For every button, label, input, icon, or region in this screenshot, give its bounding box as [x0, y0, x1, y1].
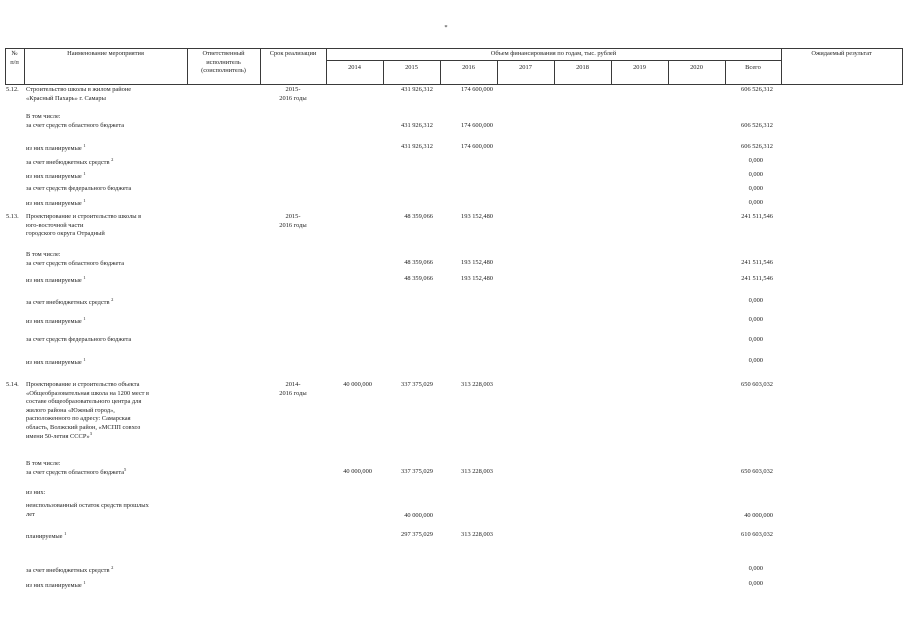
cell-total: 610 603,032	[741, 531, 773, 538]
cell-total: 650 603,032	[741, 468, 773, 475]
row-number: 5.14.	[6, 381, 19, 388]
cell-total: 0,000	[748, 157, 763, 164]
cell-2016: 174 600,000	[461, 86, 493, 93]
header-year-2018: 2018	[576, 64, 589, 71]
row-name: Строительство школы в жилом районе «Красный Пахарь» г. Самары	[26, 86, 132, 102]
cell-2015: 431 926,312	[401, 122, 433, 129]
row-name: Проектирование и строительство школы в юго-восточной части городского округа Отрадный	[26, 213, 142, 238]
cell-total: 606 526,312	[741, 143, 773, 150]
row-name: планируемые $^1$	[26, 531, 67, 540]
cell-2015: 40 000,000	[404, 512, 433, 519]
row-name: из них планируемые $^1$	[26, 198, 86, 207]
row-term: 2014- 2016 годы	[279, 381, 307, 397]
cell-2016: 313 228,003	[461, 531, 493, 538]
cell-total: 0,000	[748, 171, 763, 178]
cell-total: 0,000	[748, 185, 763, 192]
cell-total: 606 526,312	[741, 86, 773, 93]
row-name: из них планируемые $^1$	[26, 275, 86, 284]
header-responsible: Ответственный исполнитель (соисполнитель)	[201, 50, 246, 75]
row-name: неиспользованный остаток средств прошлых лет	[26, 502, 149, 518]
cell-2015: 337 375,029	[401, 381, 433, 388]
cell-2016: 193 152,480	[461, 259, 493, 266]
header-year-2020: 2020	[690, 64, 703, 71]
row-name: из них планируемые $^1$	[26, 143, 86, 152]
header-year-2017: 2017	[519, 64, 532, 71]
header-year-2019: 2019	[633, 64, 646, 71]
cell-2016: 193 152,480	[461, 213, 493, 220]
cell-2015: 297 375,029	[401, 531, 433, 538]
cell-2014: 40 000,000	[343, 468, 372, 475]
header-term: Срок реализации	[269, 50, 317, 57]
row-number: 5.12.	[6, 86, 19, 93]
row-name: за счет средств федерального бюджета	[26, 185, 132, 192]
cell-2015: 48 359,066	[404, 213, 433, 220]
cell-total: 0,000	[748, 316, 763, 323]
header-result: Ожидаемый результат	[811, 50, 872, 57]
row-name: из них планируемые $^1$	[26, 171, 86, 180]
cell-2016: 313 228,003	[461, 468, 493, 475]
header-total: Всего	[745, 64, 761, 71]
row-name: за счет внебюджетных средств $^2$	[26, 157, 114, 166]
page-marker: *	[444, 24, 448, 31]
cell-total: 606 526,312	[741, 122, 773, 129]
cell-total: 241 511,546	[741, 275, 773, 282]
cell-2015: 431 926,312	[401, 86, 433, 93]
cell-total: 241 511,546	[741, 259, 773, 266]
header-year-2015: 2015	[405, 64, 418, 71]
row-name: за счет внебюджетных средств $^2$	[26, 565, 114, 574]
row-number: 5.13.	[6, 213, 19, 220]
cell-total: 0,000	[748, 565, 763, 572]
cell-2016: 313 228,003	[461, 381, 493, 388]
row-name: В том числе: за счет средств областного бюджета$^5$	[26, 460, 127, 476]
row-term: 2015- 2016 годы	[279, 213, 307, 229]
header-name: Наименование мероприятия	[67, 50, 144, 57]
row-name: В том числе: за счет средств областного бюджета	[26, 251, 125, 267]
cell-total: 0,000	[748, 357, 763, 364]
cell-2016: 174 600,000	[461, 122, 493, 129]
header-num: № п/п	[10, 50, 19, 66]
row-name: из них планируемые $^1$	[26, 357, 86, 366]
cell-total: 40 000,000	[744, 512, 773, 519]
row-name: из них планируемые $^1$	[26, 580, 86, 589]
row-name: Проектирование и строительство объекта «Общеобразовательная школа на 1200 мест в составе общеобразовательного центра для жилого района «Южный город», расположенного по адресу: Самарская область, Волжский район, «МСПП совхоз имени 50-летия СССР»$^3$	[26, 381, 150, 440]
header-year-2014: 2014	[348, 64, 361, 71]
row-term: 2015- 2016 годы	[279, 86, 307, 102]
cell-total: 0,000	[748, 297, 763, 304]
row-name: В том числе: за счет средств областного бюджета	[26, 113, 125, 129]
row-name: из них:	[26, 489, 46, 496]
cell-total: 0,000	[748, 199, 763, 206]
cell-2015: 431 926,312	[401, 143, 433, 150]
cell-2016: 174 600,000	[461, 143, 493, 150]
cell-2015: 48 359,066	[404, 259, 433, 266]
cell-total: 0,000	[748, 336, 763, 343]
cell-2015: 48 359,066	[404, 275, 433, 282]
cell-2014: 40 000,000	[343, 381, 372, 388]
row-name: за счет внебюджетных средств $^2$	[26, 297, 114, 306]
cell-total: 241 511,546	[741, 213, 773, 220]
header-funding: Объем финансирования по годам, тыс. рублей	[490, 50, 617, 57]
cell-2016: 193 152,480	[461, 275, 493, 282]
row-name: за счет средств федерального бюджета	[26, 336, 132, 343]
cell-total: 650 603,032	[741, 381, 773, 388]
cell-2015: 337 375,029	[401, 468, 433, 475]
cell-total: 0,000	[748, 580, 763, 587]
row-name: из них планируемые $^1$	[26, 316, 86, 325]
header-year-2016: 2016	[462, 64, 475, 71]
